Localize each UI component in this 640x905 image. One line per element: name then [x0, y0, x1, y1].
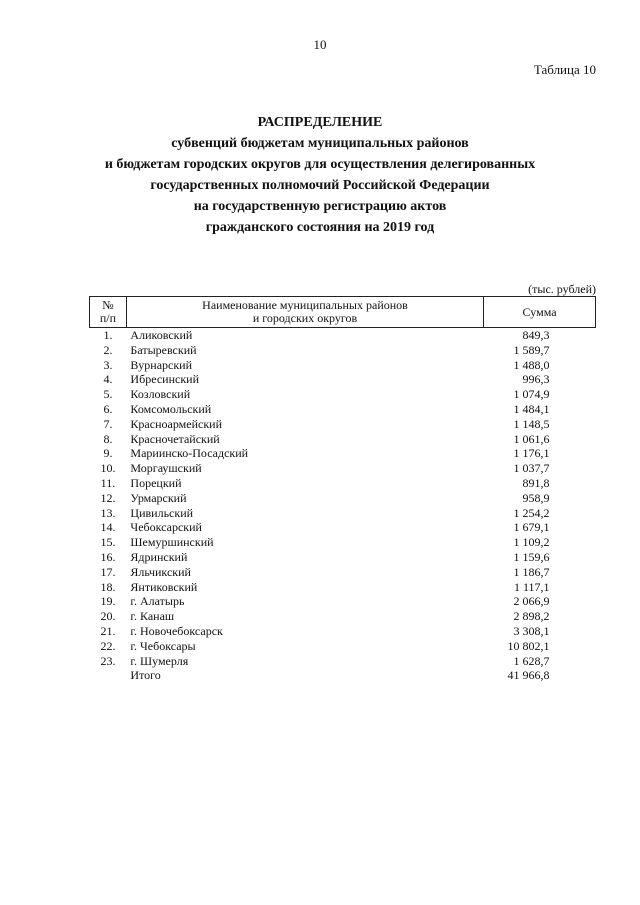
row-sum: 849,3	[522, 328, 550, 342]
header-num-line2: п/п	[99, 311, 117, 325]
row-name: Ядринский	[130, 549, 188, 564]
table-header-row	[90, 297, 596, 328]
table-row	[90, 372, 596, 387]
table-body	[90, 328, 596, 684]
row-number: 8.	[103, 431, 113, 446]
row-sum: 1 484,1	[513, 401, 550, 416]
total-row	[90, 668, 596, 683]
row-sum: 1 589,7	[513, 342, 550, 357]
header-num	[90, 297, 127, 328]
row-sum: 996,3	[522, 372, 550, 387]
row-sum: 1 186,7	[513, 564, 550, 579]
row-name: Чебоксарский	[130, 520, 202, 535]
table-row	[90, 580, 596, 595]
table-row	[90, 550, 596, 565]
row-sum: 1 117,1	[513, 579, 550, 594]
table-row	[90, 654, 596, 669]
header-num-line1: №	[102, 298, 114, 312]
table-row	[90, 609, 596, 624]
table-row	[90, 417, 596, 432]
heading-line-2: субвенций бюджетам муниципальных районов	[171, 136, 469, 151]
row-name: Мариинско-Посадский	[130, 446, 249, 461]
row-name: Ибресинский	[130, 372, 199, 387]
row-name: Цивильский	[130, 505, 194, 520]
row-number: 13.	[100, 505, 116, 520]
row-number: 4.	[103, 372, 113, 387]
row-number: 16.	[100, 549, 116, 564]
table-row	[90, 520, 596, 535]
row-sum: 1 109,2	[513, 535, 550, 550]
table-row	[90, 402, 596, 417]
row-name: Комсомольский	[130, 401, 212, 416]
row-name: Батыревский	[130, 342, 197, 357]
row-sum: 2 066,9	[513, 594, 550, 609]
row-number: 11.	[100, 475, 116, 490]
row-name: Вурнарский	[130, 357, 193, 372]
row-name: г. Канаш	[130, 609, 175, 624]
table-row	[90, 476, 596, 491]
table-row	[90, 491, 596, 506]
table-row	[90, 387, 596, 402]
row-name: Урмарский	[130, 490, 187, 505]
row-number: 21.	[100, 623, 116, 638]
row-name: Янтиковский	[130, 579, 198, 594]
header-name-line1: Наименование муниципальных районов	[202, 298, 408, 312]
row-sum: 1 061,6	[513, 431, 550, 446]
row-number: 22.	[100, 638, 116, 653]
row-sum: 1 037,7	[513, 461, 550, 476]
row-sum: 1 074,9	[513, 387, 550, 402]
table-row	[90, 565, 596, 580]
heading-line-5: на государственную регистрацию актов	[193, 199, 447, 214]
row-number: 15.	[100, 535, 116, 550]
heading-title: РАСПРЕДЕЛЕНИЕ	[257, 115, 383, 130]
heading-line-3: и бюджетам городских округов для осуществления делегированных	[104, 157, 536, 172]
subventions-table	[89, 296, 596, 683]
table-row	[90, 358, 596, 373]
row-name: Аликовский	[130, 328, 193, 342]
row-number: 6.	[103, 401, 113, 416]
total-sum: 41 966,8	[507, 668, 550, 683]
table-row	[90, 461, 596, 476]
total-num-empty	[90, 668, 127, 683]
heading-line-4: государственных полномочий Российской Федерации	[150, 178, 490, 193]
row-name: Козловский	[130, 387, 191, 402]
row-number: 14.	[100, 520, 116, 535]
table-row	[90, 594, 596, 609]
table-row	[90, 639, 596, 654]
heading-line-6: гражданского состояния на 2019 год	[205, 220, 435, 235]
row-name: Моргаушский	[130, 461, 202, 476]
row-name: Красночетайский	[130, 431, 220, 446]
row-number: 1.	[103, 328, 113, 342]
row-number: 9.	[103, 446, 113, 461]
page-number: 10	[313, 37, 327, 52]
row-number: 7.	[103, 416, 113, 431]
row-name: г. Шумерля	[130, 653, 189, 668]
row-sum: 1 679,1	[513, 520, 550, 535]
row-name: Красноармейский	[130, 416, 222, 431]
row-number: 10.	[100, 461, 116, 476]
table-row	[90, 506, 596, 521]
table-row	[90, 343, 596, 358]
row-number: 18.	[100, 579, 116, 594]
row-sum: 3 308,1	[513, 623, 550, 638]
row-name: Яльчикский	[130, 564, 191, 579]
row-name: Порецкий	[130, 475, 182, 490]
row-number: 5.	[103, 387, 113, 402]
row-number: 2.	[103, 342, 113, 357]
row-name: Шемуршинский	[130, 535, 214, 550]
row-sum: 891,8	[522, 475, 550, 490]
total-label: Итого	[130, 668, 161, 683]
unit-label: (тыс. рублей)	[528, 282, 596, 296]
table-row	[90, 535, 596, 550]
table-row	[90, 446, 596, 461]
row-sum: 958,9	[522, 490, 550, 505]
row-name: г. Алатырь	[130, 594, 185, 609]
header-sum: Сумма	[484, 297, 596, 328]
row-sum: 1 488,0	[513, 357, 550, 372]
table-row	[90, 624, 596, 639]
header-name-line2: и городских округов	[252, 311, 358, 325]
header-name	[126, 297, 483, 328]
document-heading	[0, 112, 640, 238]
row-sum: 1 628,7	[513, 653, 550, 668]
row-sum: 2 898,2	[513, 609, 550, 624]
row-number: 12.	[100, 490, 116, 505]
row-number: 3.	[103, 357, 113, 372]
row-number: 23.	[100, 653, 116, 668]
row-sum: 1 254,2	[513, 505, 550, 520]
row-sum: 1 159,6	[513, 549, 550, 564]
row-sum: 1 176,1	[513, 446, 550, 461]
table-row	[90, 432, 596, 447]
row-number: 17.	[100, 564, 116, 579]
row-name: г. Новочебоксарск	[130, 623, 223, 638]
row-sum: 10 802,1	[507, 638, 550, 653]
row-number: 20.	[100, 609, 116, 624]
row-number: 19.	[100, 594, 116, 609]
table-row	[90, 328, 596, 343]
row-sum: 1 148,5	[513, 416, 550, 431]
table-label: Таблица 10	[533, 62, 596, 77]
row-name: г. Чебоксары	[130, 638, 196, 653]
